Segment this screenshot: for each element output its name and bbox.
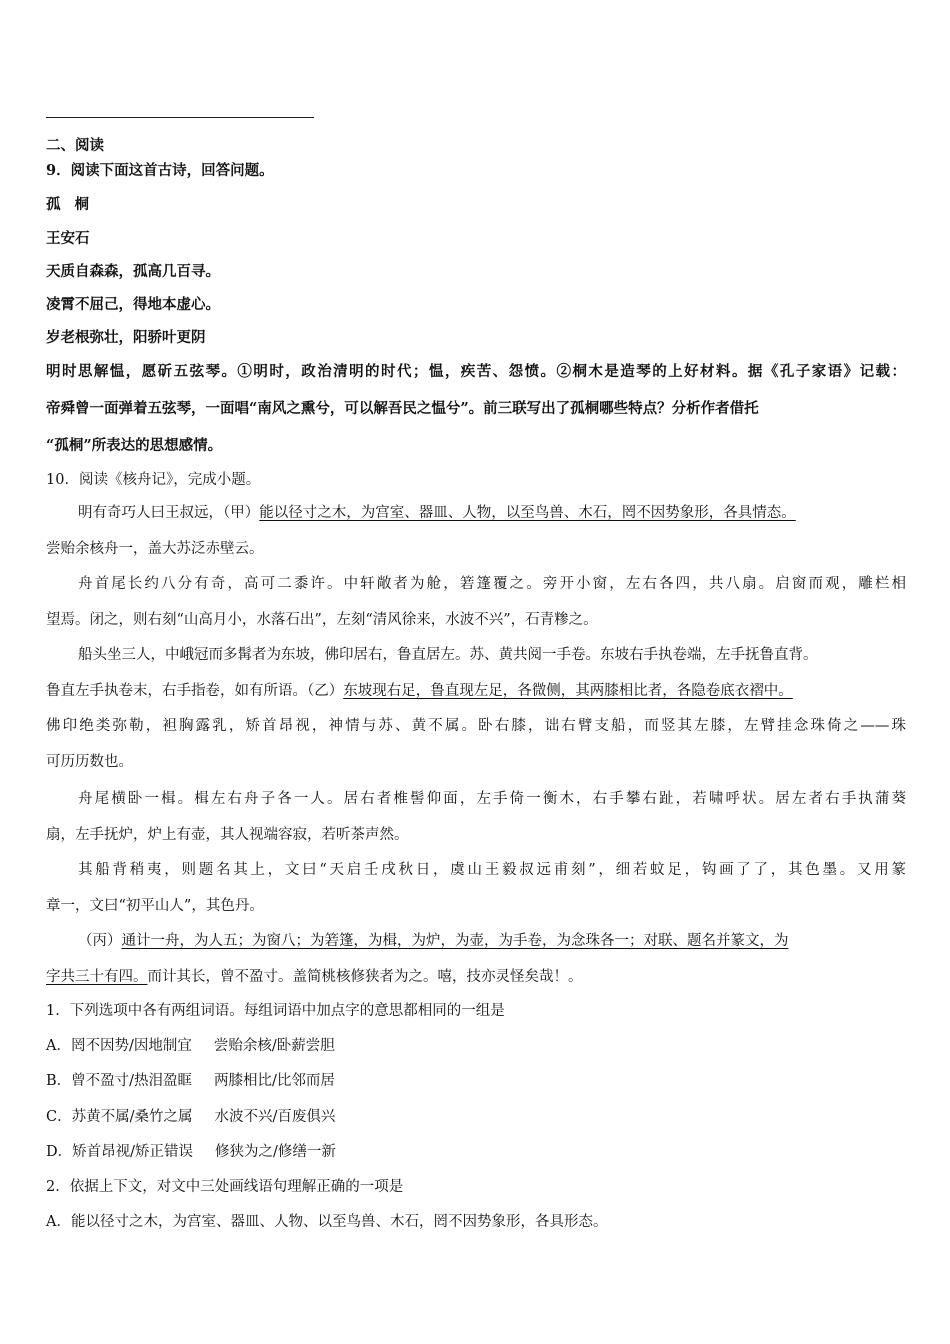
underlined-sentence-jia: 能以径寸之木，为宫室、器皿、人物，以至鸟兽、木石，罔不因势象形，各具情态。	[259, 505, 796, 521]
passage-p3-line-2	[46, 681, 793, 701]
q9-prompt: 9．阅读下面这首古诗，回答问题。	[46, 162, 274, 179]
passage-text: 鲁直左手执卷末，右手指卷，如有所语。（乙）	[46, 683, 344, 699]
sub1-option-d	[46, 1142, 336, 1162]
poem-title	[46, 195, 89, 215]
passage-p2-line-2: 望焉。闭之，则右刻“山高月小，水落石出”，左刻“清风徐来，水波不兴”，石青糁之。	[46, 612, 598, 628]
passage-p1-line-2: 尝贻余核舟一，盖大苏泛赤壁云。	[46, 541, 264, 557]
poem-line-3: 岁老根弥壮，阳骄叶更阴	[46, 329, 206, 346]
q9-question-line-2: 帝舜曾一面弹着五弦琴，一面唱“南风之熏兮，可以解吾民之愠兮”。前三联写出了孤桐哪些特点？分析作者借托	[46, 400, 759, 417]
option-pair-1: A．罔不因势/因地制宜	[46, 1038, 192, 1054]
option-pair-2: 修狭为之/修缮一新	[215, 1144, 336, 1160]
option-pair-1: C．苏黄不属/桑竹之属	[46, 1109, 193, 1125]
passage-p2-line-1: 舟首尾长约八分有奇，高可二黍许。中轩敞者为舱，箬篷覆之。旁开小窗，左右各四，共八扇。启窗而观，雕栏相	[78, 576, 906, 592]
underlined-sentence-bing-end: 字共三十有四。	[46, 969, 148, 985]
sub1-option-c	[46, 1107, 335, 1127]
q9-question-line-1: 明时思解愠，愿斫五弦琴。①明时，政治清明的时代；愠，疾苦、怨愤。②桐木是造琴的上好材料。据《孔子家语》记载：	[46, 363, 906, 380]
header-rule	[46, 117, 314, 118]
sub1-prompt: 1．下列选项中各有两组词语。每组词语中加点字的意思都相同的一组是	[46, 1003, 505, 1019]
poem-line-1: 天质自森森，孤高几百寻。	[46, 263, 220, 280]
option-pair-2: 两膝相比/比邻而居	[214, 1073, 335, 1089]
passage-p5-line-1: 其船背稍夷，则题名其上，文曰“天启壬戌秋日，虞山王毅叔远甫刻”，细若蚊足，钩画了了，其色墨。又用篆	[78, 862, 906, 878]
section-title: 二、阅读	[46, 137, 104, 154]
poem-title-char-2: 桐	[74, 196, 89, 213]
poem-author: 王安石	[46, 230, 90, 247]
sub1-option-a	[46, 1036, 335, 1056]
passage-p6-line-2	[46, 967, 583, 987]
passage-text: 而计其长，曾不盈寸。盖简桃核修狭者为之。嘻，技亦灵怪矣哉！。	[147, 969, 583, 985]
passage-p3-line-4: 可历历数也。	[46, 754, 133, 770]
underlined-sentence-bing: 通计一舟，为人五；为窗八；为箬篷，为楫，为炉，为壶，为手卷，为念珠各一；对联、题名并篆文，为	[121, 933, 789, 949]
passage-p5-line-2: 章一，文曰“初平山人”，其色丹。	[46, 898, 264, 914]
underlined-sentence-yi: 东坡现右足，鲁直现左足，各微侧，其两膝相比者，各隐卷底衣褶中。	[343, 683, 793, 699]
poem-line-2: 凌霄不屈己，得地本虚心。	[46, 296, 220, 313]
passage-p4-line-2: 扇，左手抚炉，炉上有壶，其人视端容寂，若听茶声然。	[46, 827, 409, 843]
passage-p1-line-1	[78, 503, 796, 523]
option-pair-1: D．矫首昂视/矫正错误	[46, 1144, 194, 1160]
q9-question-line-3: “孤桐”所表达的思想感情。	[46, 437, 223, 454]
passage-text: （丙）	[78, 933, 122, 949]
option-pair-1: B．曾不盈寸/热泪盈眶	[46, 1073, 193, 1089]
sub1-option-b	[46, 1071, 335, 1091]
passage-p4-line-1: 舟尾横卧一楫。楫左右舟子各一人。居右者椎髻仰面，左手倚一衡木，右手攀右趾，若啸呼状。居左者右手执蒲葵	[78, 791, 906, 807]
passage-p3-line-3: 佛印绝类弥勒，袒胸露乳，矫首昂视，神情与苏、黄不属。卧右膝，诎右臂支船，而竖其左膝，左臂挂念珠倚之——珠	[46, 718, 906, 734]
sub2-prompt: 2．依据上下文，对文中三处画线语句理解正确的一项是	[46, 1179, 404, 1195]
option-pair-2: 水波不兴/百废俱兴	[214, 1109, 336, 1125]
passage-p6-line-1	[78, 931, 789, 951]
poem-title-char-1: 孤	[46, 196, 61, 213]
q10-prompt: 10．阅读《核舟记》，完成小题。	[46, 472, 261, 488]
passage-p3-line-1: 船头坐三人，中峨冠而多髯者为东坡，佛印居右，鲁直居左。苏、黄共阅一手卷。东坡右手执卷端，左手抚鲁直背。	[78, 647, 818, 663]
sub2-option-a: A．能以径寸之木，为宫室、器皿、人物、以至鸟兽、木石，罔不因势象形，各具形态。	[46, 1214, 608, 1230]
option-pair-2: 尝贻余核/卧薪尝胆	[213, 1038, 335, 1054]
passage-text: 明有奇巧人曰王叔远，（甲）	[78, 505, 260, 521]
